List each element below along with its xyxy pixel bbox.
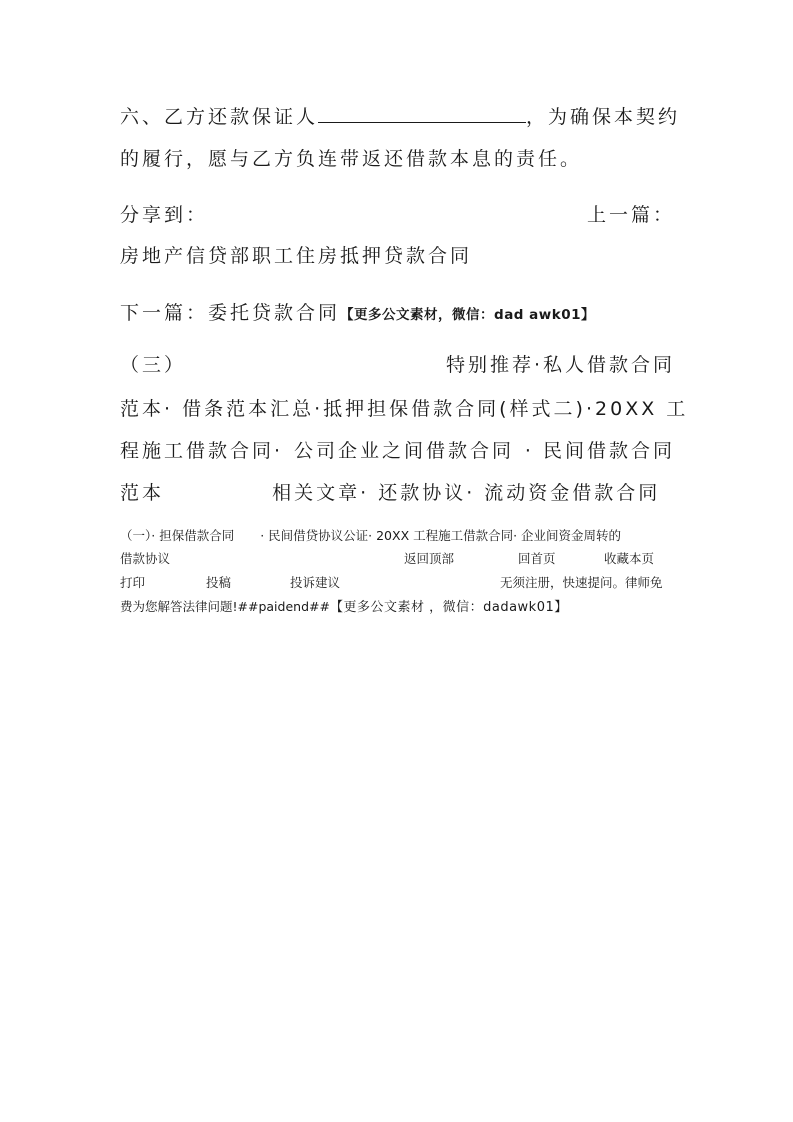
prev-article-link[interactable]: 房地产信贷部职工住房抵押贷款合同 (120, 245, 473, 267)
footer-row-4 (120, 598, 675, 617)
link-civil-loan-template[interactable]: 范本 (120, 482, 165, 504)
section-3-line-2 (120, 396, 689, 422)
print-link[interactable]: 打印 (120, 575, 146, 590)
link-mortgage-guarantee-loan[interactable]: 抵押担保借款合同(样式二)· (323, 398, 596, 420)
link-turnover-loan-agreement[interactable]: 借款协议 (120, 551, 171, 566)
related-label: 相关文章· (272, 482, 370, 504)
footer-row-1 (120, 527, 675, 545)
section-3-heading: （三） (120, 354, 187, 376)
clause-6-line-2: 的履行，愿与乙方负连带返还借款本息的责任。 (120, 148, 583, 170)
link-repayment-agreement[interactable]: 还款协议· (378, 482, 476, 504)
next-label: 下一篇： (120, 302, 209, 324)
link-iou-templates[interactable]: · 借条范本汇总· (164, 398, 324, 420)
free-consult-text-end: 费为您解答法律问题!##paidend## (120, 599, 330, 614)
link-inter-company-loan[interactable]: 公司企业之间借款合同 (293, 440, 514, 462)
next-row (120, 300, 675, 328)
guarantor-blank (318, 122, 526, 123)
clause-6-line-1 (120, 104, 681, 130)
free-consult-text: 无须注册，快速提问。律师免 (500, 575, 663, 590)
link-construction-loan-start[interactable]: 20XX 工 (595, 398, 689, 420)
link-working-capital-loan[interactable]: 流动资金借款合同 (484, 482, 661, 504)
link-construction-loan-end[interactable]: 程施工借款合同· (120, 440, 284, 462)
share-row (120, 202, 675, 228)
link-guarantee-loan[interactable]: （一）· 担保借款合同 (120, 528, 235, 543)
promo-note: 【更多公文素材，微信：dad awk01】 (340, 307, 596, 323)
section-3-line-1 (120, 352, 675, 378)
complaint-link[interactable]: 投诉建议 (290, 575, 341, 590)
clause-6-text-end: ，为确保本契约 (526, 106, 681, 128)
link-private-loan[interactable]: 私人借款合同 (542, 354, 675, 376)
section-3-line-4 (120, 480, 675, 506)
section-3-line-3 (120, 438, 675, 464)
link-civil-loan[interactable]: · 民间借款合同 (524, 440, 675, 462)
prev-label[interactable]: 上一篇： (586, 204, 675, 226)
submit-link[interactable]: 投稿 (206, 575, 232, 590)
back-to-top-link[interactable]: 返回顶部 (404, 551, 455, 566)
bookmark-link[interactable]: 收藏本页 (604, 551, 655, 566)
home-link[interactable]: 回首页 (518, 551, 556, 566)
footer-promo-note: 【更多公文素材 ，微信：dadawk01】 (329, 600, 568, 615)
recommend-label: 特别推荐· (445, 354, 543, 376)
share-label: 分享到： (120, 204, 209, 226)
footer-related-links[interactable]: · 民间借贷协议公证· 20XX 工程施工借款合同· 企业间资金周转的 (260, 528, 622, 543)
link-template-text[interactable]: 范本 (120, 398, 165, 420)
clause-6-text-start: 六、乙方还款保证人 (120, 106, 319, 128)
next-article-link[interactable]: 委托贷款合同 (208, 302, 341, 324)
recommend-group (446, 352, 675, 378)
